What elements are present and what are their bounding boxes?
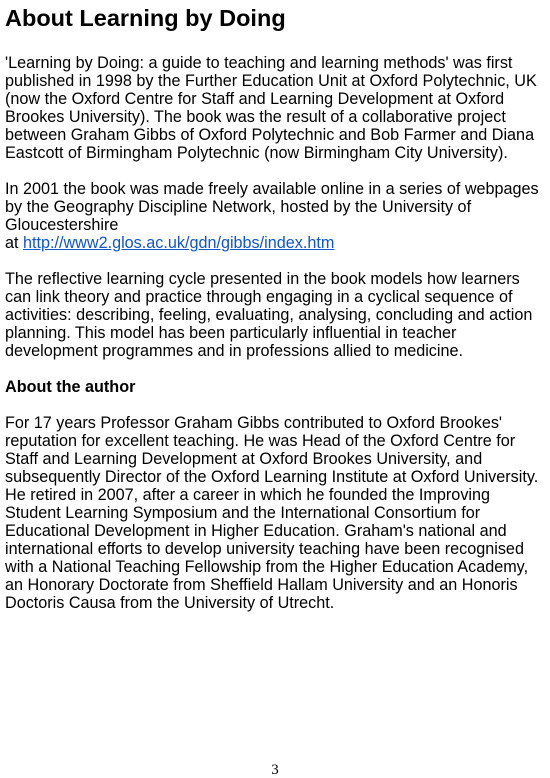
online-availability-paragraph xyxy=(5,180,543,252)
intro-paragraph: 'Learning by Doing: a guide to teaching and learning methods' was first published in 1998 by the Further Education Unit at Oxford Polytechnic, UK (now the Oxford Centre for Staff and Learning Development at Oxford Brookes University). The book was the result of a collaborative project between Graham Gibbs of Oxford Polytechnic and Bob Farmer and Diana Eastcott of Birmingham Polytechnic (now Birmingham City University). xyxy=(5,54,537,162)
gibbs-webpage-link[interactable]: http://www2.glos.ac.uk/gdn/gibbs/index.htm xyxy=(23,234,335,252)
page-number: 3 xyxy=(271,762,279,778)
reflective-cycle-paragraph: The reflective learning cycle presented in the book models how learners can link theory and practice through engaging in a cyclical sequence of activities: describing, feeling, evaluating, analysing, concluding and action planning. This model has been particularly influential in teacher development programmes and in professions allied to medicine. xyxy=(5,270,533,360)
document-page xyxy=(5,4,543,612)
author-bio-paragraph: For 17 years Professor Graham Gibbs contributed to Oxford Brookes' reputation for excellent teaching. He was Head of the Oxford Centre for Staff and Learning Development at Oxford Brookes University, and subsequently Director of the Oxford Learning Institute at Oxford University. He retired in 2007, after a career in which he founded the Improving Student Learning Symposium and the International Consortium for Educational Development in Higher Education. Graham's national and international efforts to develop university teaching have been recognised with a National Teaching Fellowship from the Higher Education Academy, an Honorary Doctorate from Sheffield Hallam University and an Honoris Doctoris Causa from the University of Utrecht. xyxy=(5,414,539,612)
author-heading: About the author xyxy=(5,378,136,396)
online-availability-text: In 2001 the book was made freely available online in a series of webpages by the Geography Discipline Network, hosted by the University of Gloucestershire xyxy=(5,180,539,234)
link-prefix: at xyxy=(5,234,23,252)
page-title: About Learning by Doing xyxy=(5,5,286,31)
